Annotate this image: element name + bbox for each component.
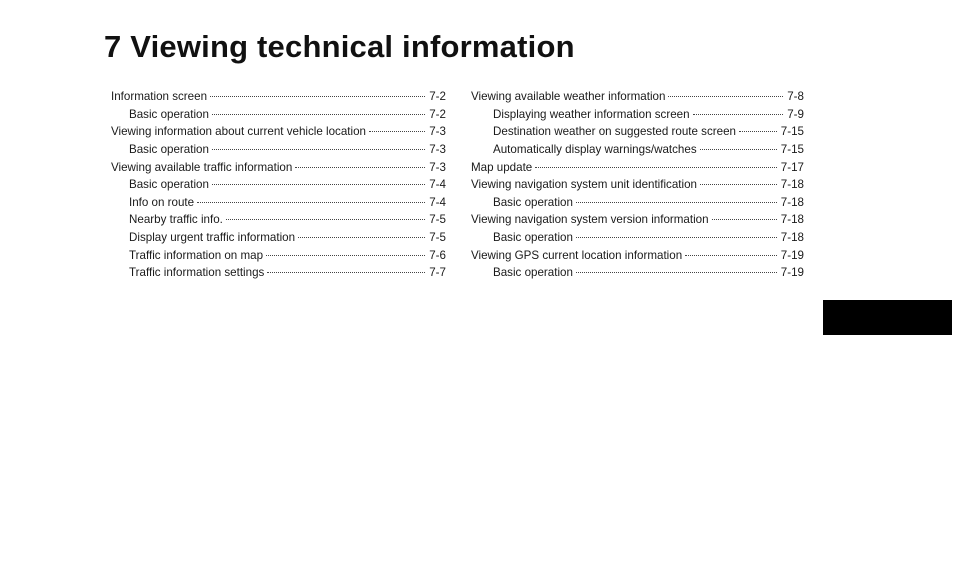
- toc-page-number: 7-3: [429, 142, 446, 156]
- leader-dots: [693, 113, 784, 115]
- toc-page-number: 7-3: [429, 125, 446, 139]
- toc-page-number: 7-9: [787, 107, 804, 121]
- toc-left-column: [111, 88, 446, 282]
- toc-entry-text: Basic operation: [493, 195, 573, 209]
- toc-entry-text: Basic operation: [129, 107, 209, 121]
- toc-page-number: 7-18: [780, 213, 804, 227]
- toc-entry-text: Destination weather on suggested route screen: [493, 125, 736, 139]
- toc-page-number: 7-4: [429, 178, 446, 192]
- leader-dots: [197, 201, 425, 203]
- toc-page-number: 7-19: [780, 248, 804, 262]
- toc-page-number: 7-8: [787, 90, 804, 103]
- toc-entry[interactable]: [471, 211, 804, 229]
- leader-dots: [576, 271, 777, 273]
- toc-entry[interactable]: [111, 159, 446, 177]
- toc-page-number: 7-5: [429, 231, 446, 245]
- toc-entry-text: Traffic information on map: [129, 248, 264, 262]
- toc-entry-text: Display urgent traffic information: [129, 231, 296, 245]
- toc-entry[interactable]: [111, 176, 446, 194]
- toc-entry[interactable]: [111, 88, 446, 106]
- toc-entry-text: Basic operation: [493, 266, 573, 280]
- toc-entry[interactable]: [471, 229, 804, 247]
- toc-entry[interactable]: [111, 141, 446, 159]
- leader-dots: [298, 236, 425, 238]
- leader-dots: [226, 218, 425, 220]
- toc-entry[interactable]: [471, 123, 804, 141]
- toc-entry-text: Information screen: [111, 90, 208, 103]
- toc-entry-text: Displaying weather information screen: [493, 107, 690, 121]
- toc-entry[interactable]: [471, 141, 804, 159]
- toc-page-number: 7-15: [780, 125, 804, 139]
- leader-dots: [369, 130, 425, 132]
- toc-entry-text: Map update: [471, 160, 533, 174]
- toc-entry[interactable]: [111, 247, 446, 265]
- chapter-title: 7 Viewing technical information: [104, 29, 575, 64]
- toc-entry-text: Basic operation: [129, 178, 209, 192]
- chapter-thumb-tab: [823, 300, 952, 335]
- toc-entry[interactable]: [111, 194, 446, 212]
- toc-entry[interactable]: [471, 106, 804, 124]
- leader-dots: [212, 183, 425, 185]
- toc-entry-text: Info on route: [129, 195, 195, 209]
- toc-entry-text: Viewing navigation system version information: [471, 213, 709, 227]
- toc-entry-text: Viewing GPS current location information: [471, 248, 683, 262]
- toc-entry[interactable]: [471, 88, 804, 106]
- leader-dots: [267, 271, 425, 273]
- toc-page-number: 7-7: [429, 266, 446, 280]
- leader-dots: [535, 166, 777, 168]
- toc-entry[interactable]: [111, 106, 446, 124]
- toc-entry-text: Automatically display warnings/watches: [493, 142, 697, 156]
- toc-entry-text: Basic operation: [493, 231, 573, 245]
- toc-page-number: 7-18: [780, 178, 804, 192]
- toc-entry-text: Viewing available traffic information: [111, 160, 293, 174]
- toc-entry[interactable]: [471, 159, 804, 177]
- toc-page-number: 7-18: [780, 231, 804, 245]
- leader-dots: [295, 166, 425, 168]
- toc-entry[interactable]: [471, 264, 804, 282]
- toc-entry-text: Viewing available weather information: [471, 90, 666, 103]
- leader-dots: [212, 148, 425, 150]
- leader-dots: [685, 254, 777, 256]
- toc-entry[interactable]: [111, 229, 446, 247]
- toc-page-number: 7-15: [780, 142, 804, 156]
- leader-dots: [668, 95, 783, 97]
- toc-entry-text: Nearby traffic info.: [129, 213, 223, 227]
- toc-entry-text: Viewing navigation system unit identification: [471, 178, 697, 192]
- leader-dots: [700, 148, 777, 150]
- toc-entry[interactable]: [471, 247, 804, 265]
- toc-page-number: 7-19: [780, 266, 804, 280]
- leader-dots: [576, 236, 777, 238]
- toc-right-column: [471, 88, 804, 282]
- toc-page-number: 7-2: [429, 90, 446, 103]
- toc-page-number: 7-5: [429, 213, 446, 227]
- toc-page-number: 7-2: [429, 107, 446, 121]
- leader-dots: [210, 95, 425, 97]
- toc-page-number: 7-3: [429, 160, 446, 174]
- toc-page-number: 7-17: [780, 160, 804, 174]
- leader-dots: [212, 113, 425, 115]
- leader-dots: [739, 130, 777, 132]
- leader-dots: [712, 218, 777, 220]
- toc-entry[interactable]: [111, 123, 446, 141]
- toc-page-number: 7-18: [780, 195, 804, 209]
- toc-page-number: 7-4: [429, 195, 446, 209]
- toc-entry-text: Viewing information about current vehicle location: [111, 125, 366, 139]
- toc-entry-text: Basic operation: [129, 142, 209, 156]
- toc-entry[interactable]: [471, 176, 804, 194]
- toc-page-number: 7-6: [429, 248, 446, 262]
- toc-entry-text: Traffic information settings: [129, 266, 265, 280]
- leader-dots: [576, 201, 777, 203]
- toc-entry[interactable]: [471, 194, 804, 212]
- leader-dots: [266, 254, 425, 256]
- toc-entry[interactable]: [111, 211, 446, 229]
- toc-entry[interactable]: [111, 264, 446, 282]
- leader-dots: [700, 183, 777, 185]
